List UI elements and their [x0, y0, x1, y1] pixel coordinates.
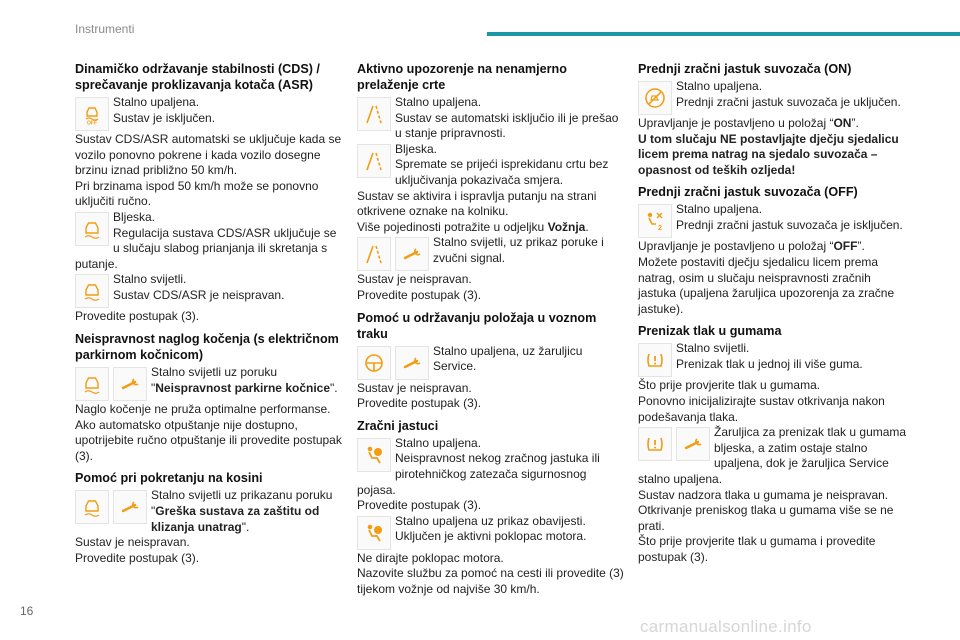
- text: Bljeska.: [113, 209, 156, 224]
- cds-fault-entry: [75, 272, 345, 309]
- text: Provedite postupak (3).: [357, 396, 482, 411]
- position-label: ON: [833, 116, 852, 130]
- airbag-on-entry: [638, 79, 908, 116]
- message-text: Greška sustava za zaštitu od klizanja unatrag: [151, 503, 320, 534]
- service-wrench-icon: [113, 367, 147, 401]
- text: Stalno svijetli uz prikazanu poruku: [151, 488, 333, 503]
- text: Stalno svijetli, uz prikaz poruke i zvučni signal.: [433, 235, 604, 265]
- passenger-airbag-off-icon: [638, 204, 672, 238]
- text: Stalno upaljena.: [676, 79, 763, 93]
- text: Uključen je aktivni poklopac motora.: [395, 529, 587, 544]
- section-reference: Vožnja: [547, 219, 586, 234]
- tyre-fault-entry: [638, 425, 908, 487]
- text: ”.: [851, 116, 859, 130]
- airbag-fault-entry: [357, 436, 627, 498]
- text: U tom slučaju NE postavljajte dječju sjedalicu licem prema natrag na sjedalo suvozača – opasnost od teških ozljeda!: [638, 131, 899, 177]
- text: Stalno upaljena.: [676, 202, 763, 217]
- text: [357, 220, 627, 236]
- page-number: 16: [20, 604, 34, 618]
- text: Otkrivanje preniskog tlaka u gumama više se ne prati.: [638, 503, 894, 533]
- section-title-passenger-airbag-off: Prednji zračni jastuk suvozača (OFF): [638, 185, 858, 200]
- quote: ": [151, 380, 156, 395]
- text: Sustav CDS/ASR automatski se uključuje kada se vozilo ponovno pokrene i kada vozilo dosegne brzinu iznad približno 50 km/h.: [75, 132, 342, 178]
- text: .: [585, 219, 589, 234]
- text: Spremate se prijeći isprekidanu crtu bez uključivanja pokazivača smjera.: [395, 157, 609, 187]
- text: Možete postaviti dječju sjedalicu licem prema natrag, osim u slučaju neispravnosti zračnih jastuka (upaljena žaruljica upozorenja za zračne jastuke).: [638, 254, 895, 316]
- section-title-emergency-braking: Neispravnost naglog kočenja (s električnom parkirnom kočnicom): [75, 331, 339, 362]
- text: Provedite postupak (3).: [75, 309, 200, 324]
- tyre-steady-entry: [638, 341, 908, 378]
- off-label: OFF: [87, 120, 97, 125]
- text: Prednji zračni jastuk suvozača je uključen.: [676, 94, 901, 109]
- text: Ako automatsko otpuštanje nije dostupno, upotrijebite ručno otpuštanje ili provedite postupak (3).: [75, 417, 342, 463]
- text: Bljeska.: [395, 141, 438, 156]
- text: Što prije provjerite tlak u gumama.: [638, 378, 821, 393]
- warning-text: [638, 132, 908, 179]
- text: Što prije provjerite tlak u gumama i provedite postupak (3).: [638, 534, 876, 564]
- service-wrench-icon: [676, 427, 710, 461]
- active-bonnet-entry: [357, 514, 627, 551]
- text: Provedite postupak (3).: [357, 498, 482, 513]
- cds-asr-icon: [75, 274, 109, 308]
- service-wrench-icon: [395, 346, 429, 380]
- text: Pri brzinama ispod 50 km/h može se ponovno uključiti ručno.: [75, 178, 319, 209]
- text: Sustav je neispravan.: [357, 272, 472, 287]
- service-wrench-icon: [395, 237, 429, 271]
- text: Više pojedinosti potražite u odjeljku: [357, 219, 548, 234]
- section-title-passenger-airbag-on: Prednji zračni jastuk suvozača (ON): [638, 62, 852, 76]
- text: Sustav se automatski isključio ili je prešao u stanje pripravnosti.: [395, 110, 619, 141]
- text: Sustav nadzora tlaka u gumama je neispravan.: [638, 487, 889, 502]
- watermark: carmanualsonline.info: [640, 617, 812, 636]
- text: Stalno upaljena.: [395, 435, 482, 450]
- text: Provedite postupak (3).: [357, 287, 482, 302]
- lane-departure-icon: [357, 144, 391, 178]
- message-text: Neispravnost parkirne kočnice: [155, 380, 331, 395]
- braking-entry: [75, 365, 345, 402]
- text: Stalno upaljena.: [113, 95, 200, 109]
- text: Stalno svijetli uz poruku: [151, 364, 278, 379]
- text: Regulacija sustava CDS/ASR uključuje se u slučaju slabog prianjanja ili skretanja s putanje.: [75, 225, 337, 271]
- lane-steady-entry: [357, 95, 627, 142]
- section-title-airbags: Zračni jastuci: [357, 418, 439, 433]
- text: ”.: [857, 239, 865, 254]
- header-accent-bar: [487, 32, 960, 36]
- lane-departure-icon: [357, 97, 391, 131]
- service-wrench-icon: [113, 490, 147, 524]
- position-label: OFF: [833, 239, 858, 254]
- cds-off-entry: [75, 95, 345, 132]
- cds-asr-icon: [75, 212, 109, 246]
- text: Neispravnost nekog zračnog jastuka ili pirotehničkog zatezača sigurnosnog pojasa.: [357, 451, 600, 497]
- section-title-hill-start: Pomoć pri pokretanju na kosini: [75, 471, 263, 486]
- text: Prenizak tlak u jednoj ili više guma.: [676, 356, 863, 371]
- steering-wheel-icon: [357, 346, 391, 380]
- text: Sustav je isključen.: [113, 110, 216, 125]
- quote: ".: [241, 519, 250, 534]
- column-2: [357, 58, 627, 597]
- quote: ".: [330, 380, 338, 395]
- text: Nazovite službu za pomoć na cesti ili provedite (3) tijekom vožnje od najviše 30 km/h.: [357, 566, 624, 596]
- text: [638, 116, 908, 132]
- passenger-airbag-on-icon: [638, 81, 672, 115]
- text: Stalno svijetli.: [113, 272, 187, 287]
- chapter-title: Instrumenti: [75, 22, 135, 36]
- cds-asr-icon: [75, 490, 109, 524]
- svg-text:2: 2: [658, 225, 662, 233]
- section-title-lane-keeping: Pomoć u održavanju položaja u voznom traku: [357, 310, 597, 341]
- column-1: [75, 58, 345, 566]
- tyre-pressure-icon: [638, 427, 672, 461]
- section-title-tyre-pressure: Prenizak tlak u gumama: [638, 324, 782, 339]
- airbag-icon: [357, 438, 391, 472]
- text: Žaruljica za prenizak tlak u gumama bljeska, a zatim ostaje stalno upaljena, dok je žaruljica Service stalno upaljena.: [638, 425, 907, 486]
- text: Upravljanje je postavljeno u položaj “: [638, 239, 834, 254]
- quote: ": [151, 503, 156, 518]
- lane-fault-entry: [357, 235, 627, 272]
- text: Stalno svijetli.: [676, 341, 750, 356]
- tyre-pressure-icon: [638, 343, 672, 377]
- airbag-icon: [357, 516, 391, 550]
- cds-flash-entry: [75, 210, 345, 272]
- text: Sustav se aktivira i ispravlja putanju na strani otkrivene oznake na kolniku.: [357, 188, 597, 219]
- section-title-cds-asr: Dinamičko održavanje stabilnosti (CDS) / sprečavanje proklizavanja kotača (ASR): [75, 62, 320, 92]
- text: Upravljanje je postavljeno u položaj “: [638, 116, 834, 130]
- text: Provedite postupak (3).: [75, 550, 200, 565]
- section-title-lane-departure: Aktivno upozorenje na nenamjerno prelaženje crte: [357, 62, 567, 92]
- text: Naglo kočenje ne pruža optimalne performanse.: [75, 401, 331, 416]
- column-3: [638, 58, 908, 565]
- text: Stalno upaljena uz prikaz obavijesti.: [395, 513, 586, 528]
- text: Ne dirajte poklopac motora.: [357, 550, 504, 565]
- lane-keeping-entry: [357, 344, 627, 381]
- airbag-off-entry: [638, 202, 908, 239]
- lane-flash-entry: [357, 142, 627, 189]
- text: Stalno upaljena.: [395, 95, 482, 109]
- cds-asr-icon: [75, 367, 109, 401]
- text: Ponovno inicijalizirajte sustav otkrivanja nakon podešavanja tlaka.: [638, 393, 885, 424]
- text: Prednji zračni jastuk suvozača je isključen.: [676, 217, 903, 232]
- text: Sustav je neispravan.: [357, 380, 472, 395]
- text: [638, 239, 908, 255]
- hill-start-entry: [75, 488, 345, 535]
- text: Sustav CDS/ASR je neispravan.: [113, 287, 285, 302]
- lane-departure-icon: [357, 237, 391, 271]
- text: Stalno upaljena, uz žaruljicu Service.: [433, 343, 583, 374]
- cds-off-icon: [75, 97, 109, 131]
- text: Sustav je neispravan.: [75, 535, 190, 550]
